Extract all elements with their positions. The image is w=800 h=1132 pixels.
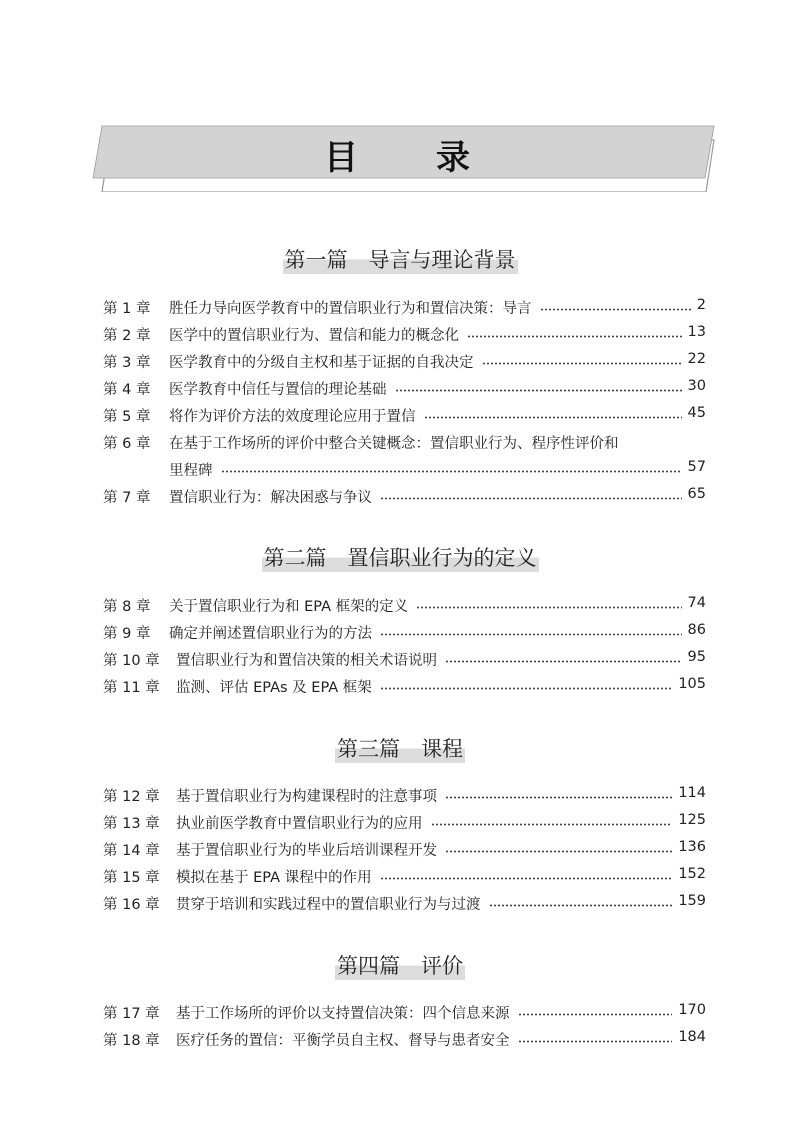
chapter-number: 第 18 章 bbox=[103, 1033, 160, 1049]
page-number: 159 bbox=[678, 893, 706, 909]
toc-entry[interactable] bbox=[0, 432, 800, 459]
title-banner bbox=[88, 118, 728, 192]
part-title-text: 第四篇 评价 bbox=[335, 950, 465, 980]
chapter-title: 确定并阐述置信职业行为的方法 bbox=[169, 626, 372, 642]
toc-entry-continuation[interactable] bbox=[0, 459, 800, 486]
chapter-number: 第 16 章 bbox=[103, 897, 160, 913]
page-number: 45 bbox=[687, 405, 706, 421]
chapter-number: 第 15 章 bbox=[103, 870, 160, 886]
chapter-title: 置信职业行为：解决困惑与争议 bbox=[169, 490, 372, 506]
toc-entry[interactable] bbox=[0, 812, 800, 839]
chapter-title: 基于置信职业行为的毕业后培训课程开发 bbox=[176, 843, 437, 859]
part-title-4 bbox=[0, 950, 800, 980]
chapter-number: 第 5 章 bbox=[103, 409, 151, 425]
part-title-1 bbox=[0, 244, 800, 274]
chapter-title: 执业前医学教育中置信职业行为的应用 bbox=[176, 816, 423, 832]
dot-leader bbox=[416, 606, 681, 609]
chapter-number: 第 17 章 bbox=[103, 1006, 160, 1022]
part-title-text: 第三篇 课程 bbox=[335, 733, 465, 763]
page-number: 114 bbox=[678, 785, 706, 801]
part-title-text: 第二篇 置信职业行为的定义 bbox=[262, 542, 539, 572]
chapter-number: 第 9 章 bbox=[103, 626, 151, 642]
chapter-title-continued: 里程碑 bbox=[169, 463, 213, 479]
chapter-title: 将作为评价方法的效度理论应用于置信 bbox=[169, 409, 416, 425]
chapter-title: 胜任力导向医学教育中的置信职业行为和置信决策：导言 bbox=[169, 301, 532, 317]
chapter-number: 第 12 章 bbox=[103, 789, 160, 805]
part-title-3 bbox=[0, 733, 800, 763]
chapter-number: 第 8 章 bbox=[103, 599, 151, 615]
dot-leader bbox=[467, 335, 682, 338]
page-number: 65 bbox=[687, 486, 706, 502]
chapter-title: 基于工作场所的评价以支持置信决策：四个信息来源 bbox=[176, 1006, 510, 1022]
chapter-number: 第 11 章 bbox=[103, 680, 160, 696]
toc-entry[interactable] bbox=[0, 622, 800, 649]
dot-leader bbox=[445, 796, 672, 799]
dot-leader bbox=[518, 1040, 673, 1043]
chapter-number: 第 3 章 bbox=[103, 355, 151, 371]
toc-entry[interactable] bbox=[0, 595, 800, 622]
dot-leader bbox=[395, 389, 682, 392]
chapter-number: 第 14 章 bbox=[103, 843, 160, 859]
dot-leader bbox=[221, 470, 682, 473]
toc-entry[interactable] bbox=[0, 866, 800, 893]
toc-entry[interactable] bbox=[0, 405, 800, 432]
part-title-2 bbox=[0, 542, 800, 572]
dot-leader bbox=[380, 687, 673, 690]
chapter-number: 第 6 章 bbox=[103, 436, 151, 452]
dot-leader bbox=[489, 904, 673, 907]
dot-leader bbox=[380, 877, 673, 880]
chapter-title: 监测、评估 EPAs 及 EPA 框架 bbox=[176, 680, 372, 696]
dot-leader bbox=[518, 1013, 673, 1016]
toc-entry[interactable] bbox=[0, 676, 800, 703]
page-number: 152 bbox=[678, 866, 706, 882]
page-number: 86 bbox=[687, 622, 706, 638]
chapter-title: 医学教育中信任与置信的理论基础 bbox=[169, 382, 387, 398]
toc-entry[interactable] bbox=[0, 1002, 800, 1029]
chapter-number: 第 2 章 bbox=[103, 328, 151, 344]
toc-entry[interactable] bbox=[0, 351, 800, 378]
page-number: 74 bbox=[687, 595, 706, 611]
page-number: 30 bbox=[687, 378, 706, 394]
chapter-number: 第 4 章 bbox=[103, 382, 151, 398]
page-number: 184 bbox=[678, 1029, 706, 1045]
page-number: 136 bbox=[678, 839, 706, 855]
dot-leader bbox=[424, 416, 682, 419]
dot-leader bbox=[540, 308, 691, 311]
chapter-number: 第 7 章 bbox=[103, 490, 151, 506]
toc-entry[interactable] bbox=[0, 785, 800, 812]
chapter-title: 关于置信职业行为和 EPA 框架的定义 bbox=[169, 599, 409, 615]
chapter-title: 医学教育中的分级自主权和基于证据的自我决定 bbox=[169, 355, 474, 371]
chapter-title: 贯穿于培训和实践过程中的置信职业行为与过渡 bbox=[176, 897, 481, 913]
toc-entry[interactable] bbox=[0, 378, 800, 405]
toc-entry[interactable] bbox=[0, 839, 800, 866]
chapter-title: 置信职业行为和置信决策的相关术语说明 bbox=[176, 653, 437, 669]
dot-leader bbox=[431, 823, 673, 826]
chapter-number: 第 13 章 bbox=[103, 816, 160, 832]
page-number: 13 bbox=[687, 324, 706, 340]
toc-entry[interactable] bbox=[0, 1029, 800, 1056]
chapter-title: 医学中的置信职业行为、置信和能力的概念化 bbox=[169, 328, 459, 344]
chapter-title: 模拟在基于 EPA 课程中的作用 bbox=[176, 870, 372, 886]
page-number: 22 bbox=[687, 351, 706, 367]
toc-entry[interactable] bbox=[0, 649, 800, 676]
dot-leader bbox=[380, 633, 682, 636]
dot-leader bbox=[445, 660, 682, 663]
dot-leader bbox=[445, 850, 672, 853]
toc-entry[interactable] bbox=[0, 893, 800, 920]
part-title-text: 第一篇 导言与理论背景 bbox=[283, 244, 518, 274]
toc-entry[interactable] bbox=[0, 297, 800, 324]
page-number: 105 bbox=[678, 676, 706, 692]
dot-leader bbox=[482, 362, 682, 365]
toc-entry[interactable] bbox=[0, 324, 800, 351]
page-number: 2 bbox=[696, 297, 706, 313]
chapter-number: 第 1 章 bbox=[103, 301, 151, 317]
page-number: 170 bbox=[678, 1002, 706, 1018]
page-number: 57 bbox=[687, 459, 706, 475]
toc-entry[interactable] bbox=[0, 486, 800, 513]
page-number: 95 bbox=[687, 649, 706, 665]
chapter-title: 医疗任务的置信：平衡学员自主权、督导与患者安全 bbox=[176, 1033, 510, 1049]
chapter-number: 第 10 章 bbox=[103, 653, 160, 669]
page-number: 125 bbox=[678, 812, 706, 828]
chapter-title: 在基于工作场所的评价中整合关键概念：置信职业行为、程序性评价和 bbox=[169, 436, 619, 452]
page-title: 目 录 bbox=[324, 138, 492, 178]
chapter-title: 基于置信职业行为构建课程时的注意事项 bbox=[176, 789, 437, 805]
dot-leader bbox=[380, 497, 682, 500]
